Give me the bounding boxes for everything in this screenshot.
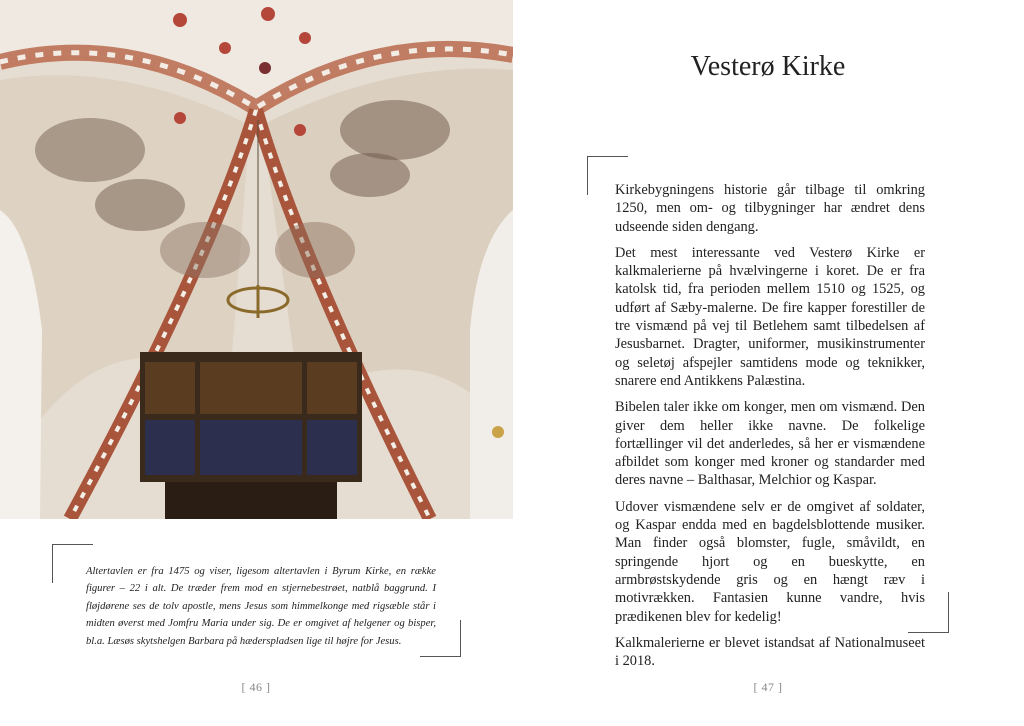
church-vault-photo bbox=[0, 0, 513, 519]
page-title: Vesterø Kirke bbox=[690, 51, 846, 82]
paragraph-1: Kirkebygningens historie går tilbage til omkring 1250, men om- og tilbygninger har ændret dens udseende siden dengang. bbox=[615, 182, 925, 235]
paragraph-5: Kalkmalerierne er blevet istandsat af Nationalmuseet i 2018. bbox=[615, 634, 925, 670]
page-number-right: [ 47 ] bbox=[753, 680, 783, 694]
page-number-left: [ 46 ] bbox=[241, 680, 271, 694]
photo-caption: Altertavlen er fra 1475 og viser, ligesom altertavlen i Byrum Kirke, en række figurer – 22 i alt. De træder frem mod en stjernebestrøet, natblå baggrund. I fløjdørene ses de tolv apostle, mens Jesus som himmelkonge med rigsæble står i midten øverst med Jomfru Maria under sig. De er omgivet af helgener og bisper, bl.a. Læsøs skytshelgen Barbara på hæderspladsen lige til højre for Jesus. bbox=[86, 566, 436, 647]
paragraph-3: Bibelen taler ikke om konger, men om vismænd. Den giver dem heller ikke navne. De folkelige fortællinger vil det anderledes, så her er vismændene afbildet som konger med kroner og standarder med deres navne – Balthasar, Melchior og Kaspar. bbox=[615, 399, 925, 489]
right-page bbox=[512, 0, 1024, 726]
article-body bbox=[615, 181, 925, 678]
paragraph-2: Det mest interessante ved Vesterø Kirke er kalkmalerierne på hvælvingerne i koret. De er fra katolsk tid, fra perioden mellem 1510 og 1525, og udført af Sæby-malerne. De fire kapper forestiller de tre vismænd på vej til Betlehem samt tilbedelsen af Jesusbarnet. Dragter, uniformer, musikinstrumenter og seletøj afspejler samtidens mode og teknikker, snarere end Antikkens Palæstina. bbox=[615, 244, 925, 389]
paragraph-4: Udover vismændene selv er de omgivet af soldater, og Kaspar endda med en bagdelsblottende musiker. Man finder også blomster, fugle, småvildt, en springende hjort og en bueskytte, en armbrøstskydende gris og en hængt ræv i motivrækken. Fantasien kunne vandre, hvis prædikenen blev for kedelig! bbox=[615, 498, 925, 625]
fresco-image bbox=[0, 0, 513, 519]
